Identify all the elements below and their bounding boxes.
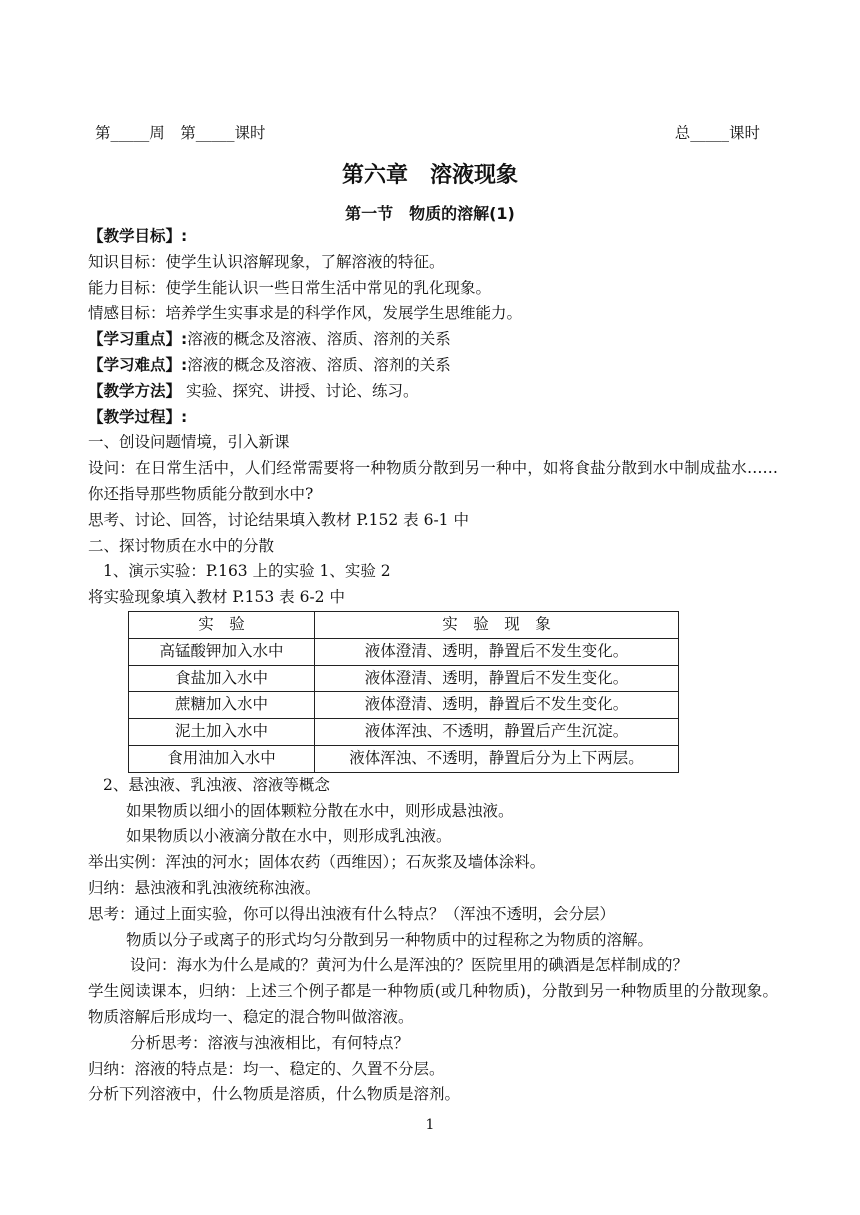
phenomenon-cell: 液体浑浊、不透明，静置后产生沉淀。	[315, 719, 679, 746]
table-row	[129, 692, 679, 719]
summary-two: 归纳：溶液的特点是：均一、稳定的、久置不分层。	[88, 1059, 445, 1078]
step-one: 一、创设问题情境，引入新课	[88, 433, 290, 452]
analyze-question: 分析思考：溶液与浊液相比，有何特点？	[130, 1033, 410, 1052]
table-row	[129, 745, 679, 772]
question-two: 设问：海水为什么是咸的？黄河为什么是浑浊的？医院里用的碘酒是怎样制成的？	[130, 956, 689, 975]
concepts-heading: 2、悬浊液、乳浊液、溶液等概念	[103, 775, 330, 794]
experiment-cell: 蔗糖加入水中	[129, 692, 315, 719]
emulsion-definition: 如果物质以小液滴分散在水中，则形成乳浊液。	[126, 827, 452, 846]
key-label: 【学习重点】:	[88, 330, 188, 349]
key-text: 溶液的概念及溶液、溶质、溶剂的关系	[187, 330, 451, 349]
method-text: 实验、探究、讲授、讨论、练习。	[185, 381, 419, 400]
week-lesson-field: 第_____周 第_____课时	[95, 124, 266, 142]
method-label: 【教学方法】	[88, 381, 182, 400]
goals-heading: 【教学目标】:	[88, 227, 188, 245]
key-points	[88, 327, 778, 353]
section-title: 第一节 物质的溶解(1)	[345, 204, 515, 223]
think-two: 思考：通过上面实验，你可以得出浊液有什么特点？（浑浊不透明，会分层）	[88, 904, 616, 923]
emotion-goal: 情感目标：培养学生实事求是的科学作风，发展学生思维能力。	[88, 304, 523, 323]
question-one: 设问：在日常生活中，人们经常需要将一种物质分散到另一种中，如将食盐分散到水中制成盐水……你还指导那些物质能分散到水中?	[88, 459, 778, 503]
demo-experiment: 1、演示实验：P.163 上的实验 1、实验 2	[103, 562, 391, 581]
fill-table-instruction: 将实验现象填入教材 P.153 表 6-2 中	[88, 588, 345, 607]
table-header-row	[129, 611, 679, 638]
think-one: 思考、讨论、回答，讨论结果填入教材 P.152 表 6-1 中	[88, 510, 469, 529]
page-number: 1	[425, 1117, 435, 1133]
phenomenon-cell: 液体澄清、透明，静置后不发生变化。	[315, 692, 679, 719]
suspension-definition: 如果物质以细小的固体颗粒分散在水中，则形成悬浊液。	[126, 801, 514, 820]
table-row	[129, 719, 679, 746]
lesson-body	[88, 224, 778, 1108]
step-two: 二、探讨物质在水中的分散	[88, 536, 275, 555]
phenomenon-cell: 液体浑浊、不透明，静置后分为上下两层。	[315, 745, 679, 772]
experiment-cell: 泥土加入水中	[129, 719, 315, 746]
experiment-cell: 食用油加入水中	[129, 745, 315, 772]
diff-label: 【学习难点】:	[88, 355, 188, 374]
diff-text: 溶液的概念及溶液、溶质、溶剂的关系	[187, 355, 451, 374]
reading-summary: 学生阅读课本，归纳：上述三个例子都是一种物质(或几种物质)，分散到另一种物质里的分散现象。物质溶解后形成均一、稳定的混合物叫做溶液。	[88, 982, 778, 1026]
teaching-method	[88, 379, 778, 405]
ability-goal: 能力目标：使学生能认识一些日常生活中常见的乳化现象。	[88, 278, 492, 297]
experiment-cell: 食盐加入水中	[129, 665, 315, 692]
lesson-header	[95, 121, 760, 143]
experiment-cell: 高锰酸钾加入水中	[129, 638, 315, 665]
table-row	[129, 638, 679, 665]
table-header-experiment: 实 验	[129, 611, 315, 638]
phenomenon-cell: 液体澄清、透明，静置后不发生变化。	[315, 638, 679, 665]
examples: 举出实例：浑浊的河水；固体农药（西维因）；石灰浆及墙体涂料。	[88, 853, 546, 872]
summary-one: 归纳：悬浊液和乳浊液统称浊液。	[88, 878, 321, 897]
total-lesson-field: 总_____课时	[674, 124, 760, 142]
process-heading: 【教学过程】:	[88, 407, 188, 426]
table-row	[129, 665, 679, 692]
dissolution-definition: 物质以分子或离子的形式均匀分散到另一种物质中的过程称之为物质的溶解。	[126, 930, 654, 949]
difficult-points	[88, 353, 778, 379]
table-header-phenomenon: 实 验 现 象	[315, 611, 679, 638]
knowledge-goal: 知识目标：使学生认识溶解现象，了解溶液的特征。	[88, 252, 445, 271]
phenomenon-cell: 液体澄清、透明，静置后不发生变化。	[315, 665, 679, 692]
analyze-two: 分析下列溶液中，什么物质是溶质，什么物质是溶剂。	[88, 1085, 461, 1104]
chapter-title: 第六章 溶液现象	[341, 163, 518, 188]
experiment-table	[128, 611, 679, 773]
